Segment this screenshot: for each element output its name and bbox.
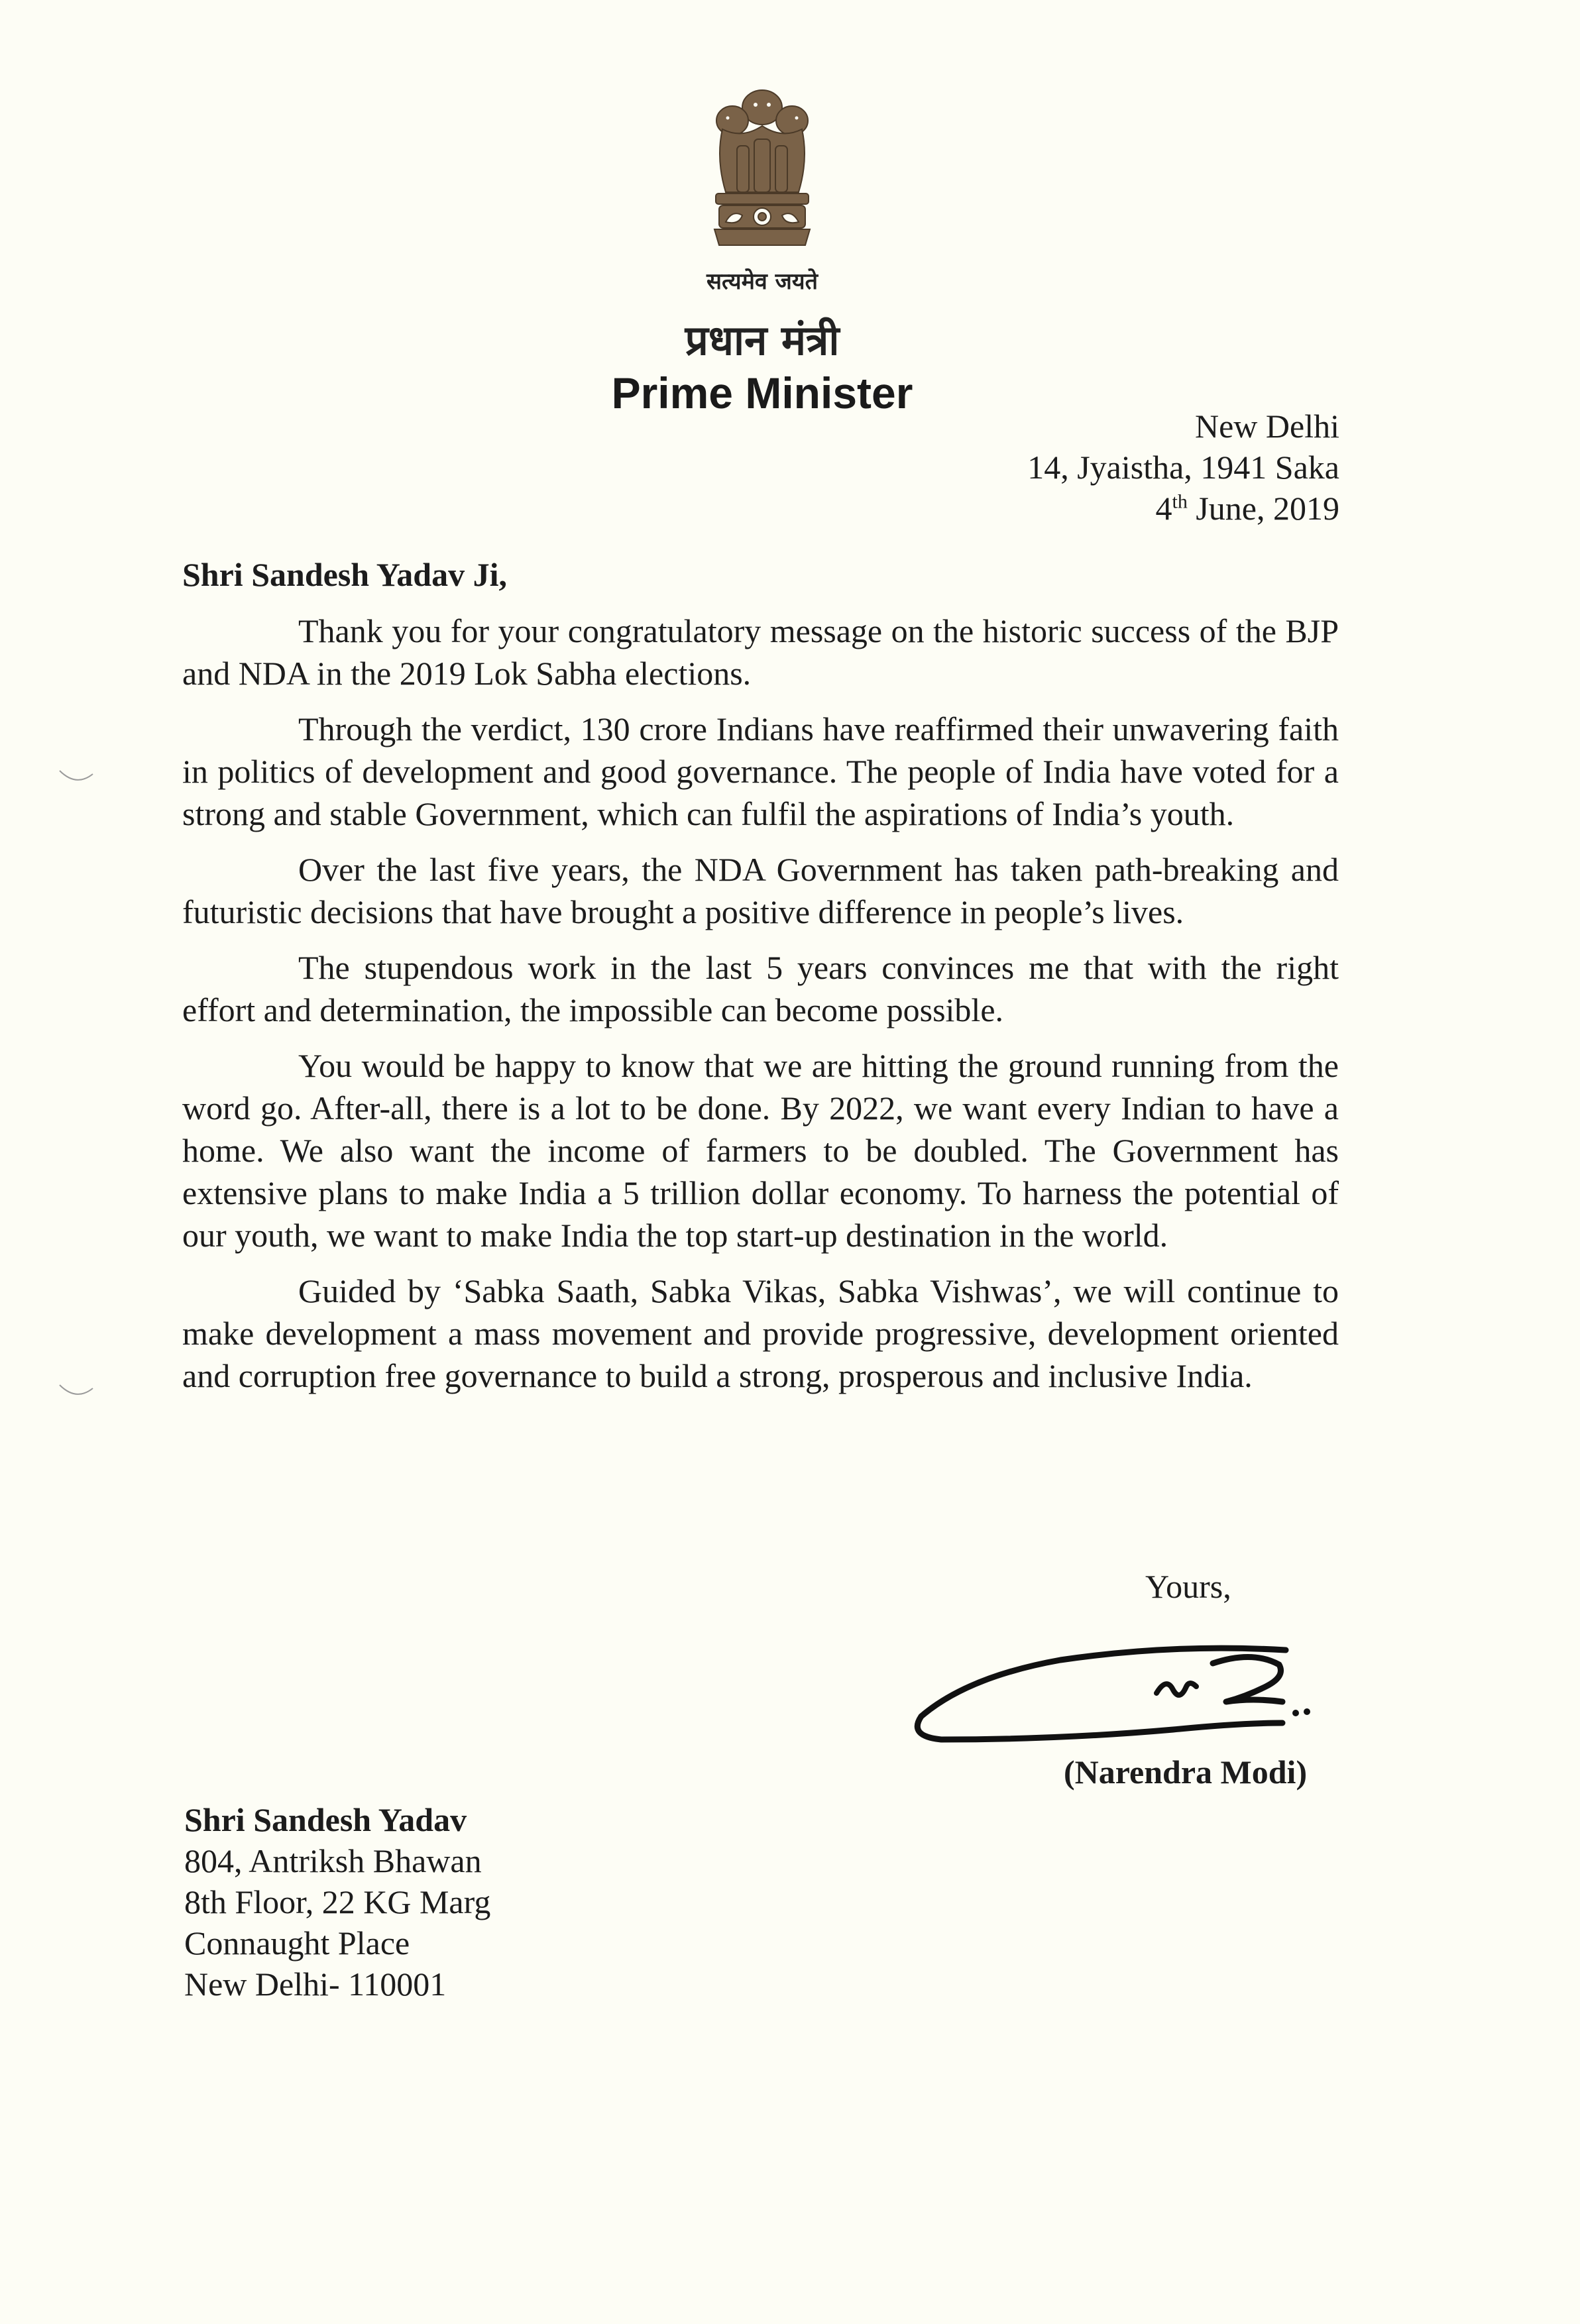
date-month-year: June, 2019 (1187, 490, 1339, 527)
date-day: 4 (1155, 490, 1172, 527)
emblem-motto: सत्यमेव जयते (706, 268, 818, 295)
paragraph: Thank you for your congratulatory message on the historic success of the BJP and NDA in the 2019 Lok Sabha elections. (182, 612, 1339, 692)
recipient-address (184, 1799, 490, 2005)
date-day-suffix: th (1172, 490, 1188, 513)
dateline (1027, 406, 1339, 529)
recipient-name: Shri Sandesh Yadav (184, 1801, 467, 1838)
closing: Yours, (1145, 1568, 1231, 1605)
address-line: New Delhi- 110001 (184, 1965, 447, 2003)
dateline-place: New Delhi (1195, 408, 1339, 445)
paragraph: You would be happy to know that we are hitting the ground running from the word go. After-all, there is a lot to be done. By 2022, we want every Indian to have a home. We also want the income of farmers to be doubled. The Government has extensive plans to make India a 5 trillion dollar economy. To harness the potential of our youth, we want to make India the top start-up destination in the world. (182, 1047, 1339, 1254)
national-emblem-icon (696, 80, 828, 278)
dateline-gregorian-date (1027, 488, 1339, 529)
address-line: 804, Antriksh Bhawan (184, 1842, 482, 1879)
salutation: Shri Sandesh Yadav Ji, (182, 556, 507, 593)
dateline-saka-date: 14, Jyaistha, 1941 Saka (1027, 449, 1339, 486)
address-line: Connaught Place (184, 1924, 410, 1962)
letter-body (182, 610, 1339, 1410)
address-line: 8th Floor, 22 KG Marg (184, 1883, 491, 1920)
paragraph: Over the last five years, the NDA Government has taken path-breaking and futuristic decisions that have brought a positive difference in people’s lives. (182, 851, 1339, 930)
punch-hole-mark (56, 767, 96, 787)
signature-mark (895, 1624, 1326, 1763)
paragraph: Guided by ‘Sabka Saath, Sabka Vikas, Sabka Vishwas’, we will continue to make development a mass movement and provide progressive, development oriented and corruption free governance to build a strong, prosperous and inclusive India. (182, 1272, 1339, 1394)
paragraph: The stupendous work in the last 5 years convinces me that with the right effort and determination, the impossible can become possible. (182, 949, 1339, 1028)
office-title-hindi: प्रधान मंत्री (685, 316, 840, 364)
signatory-name: (Narendra Modi) (1064, 1753, 1308, 1791)
paragraph: Through the verdict, 130 crore Indians have reaffirmed their unwavering faith in politics of development and good governance. The people of India have voted for a strong and stable Government, which can fulfil the aspirations of India’s youth. (182, 710, 1339, 832)
office-title-english: Prime Minister (611, 368, 913, 417)
punch-hole-mark (56, 1382, 96, 1402)
